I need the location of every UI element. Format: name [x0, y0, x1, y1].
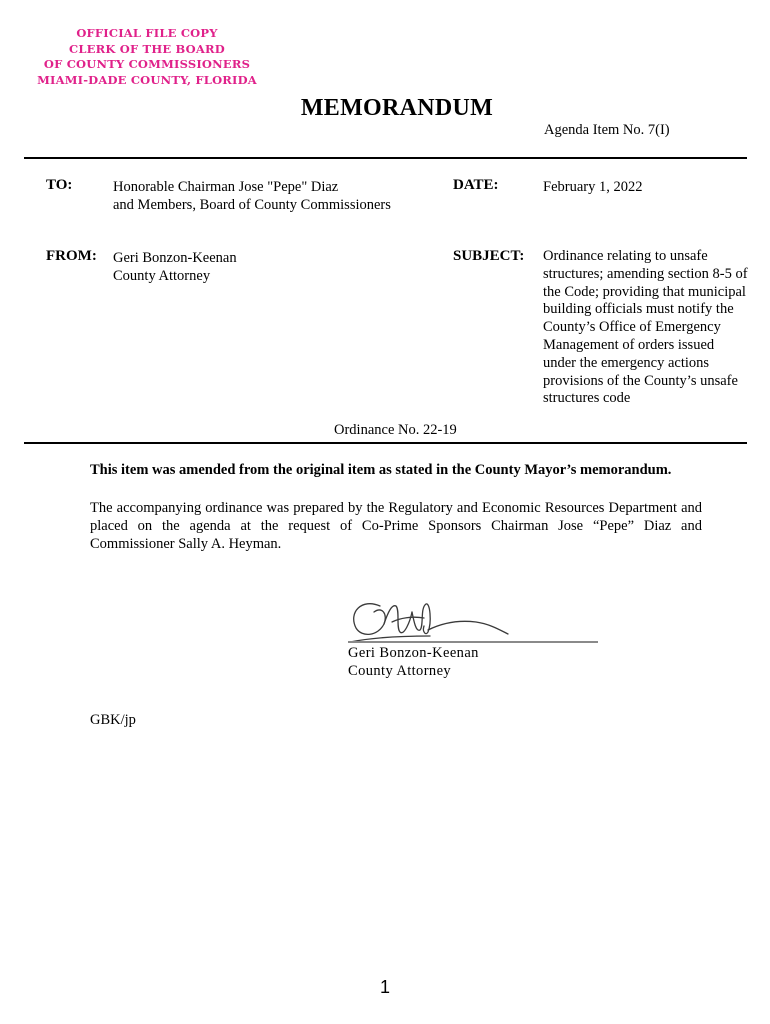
from-sender [113, 249, 237, 285]
ordinance-number: Ordinance No. 22-19 [334, 422, 457, 438]
stamp-line-4: MIAMI-DADE COUNTY, FLORIDA [37, 72, 257, 87]
typist-initials: GBK/jp [90, 712, 136, 728]
agenda-item-number: Agenda Item No. 7(I) [544, 122, 670, 138]
page-number: 1 [379, 977, 390, 997]
amended-note: This item was amended from the original item as stated in the County Mayor’s memorandum. [90, 462, 672, 478]
clerk-stamp [22, 26, 272, 88]
date-label: DATE: [453, 177, 499, 193]
stamp-line-1: OFFICIAL FILE COPY [76, 26, 218, 40]
to-line-1: Honorable Chairman Jose "Pepe" Diaz [113, 179, 339, 195]
subject-text: Ordinance relating to unsafe structures; amending section 8-5 of the Code; providing that municipal building officials must notify the County’s Office of Emergency Management of orders issued under the emergency actions provisions of the County’s unsafe structures code [543, 248, 748, 407]
bottom-divider [24, 442, 747, 444]
signature-block [348, 644, 479, 680]
subject-label: SUBJECT: [453, 248, 525, 264]
date-value: February 1, 2022 [543, 179, 643, 195]
from-line-1: Geri Bonzon-Keenan [113, 250, 237, 266]
body-paragraph: The accompanying ordinance was prepared by the Regulatory and Economic Resources Department and placed on the agenda at the request of Co-Prime Sponsors Chairman Jose “Pepe” Diaz and Commissioner Sally A. Heyman. [90, 500, 702, 552]
signatory-name: Geri Bonzon-Keenan [348, 645, 479, 661]
top-divider [24, 157, 747, 159]
from-line-2: County Attorney [113, 268, 211, 284]
stamp-line-2: CLERK OF THE BOARD [69, 41, 225, 56]
to-recipient [113, 178, 391, 214]
handwritten-signature [340, 592, 602, 648]
to-line-2: and Members, Board of County Commissioners [113, 197, 391, 213]
memo-title: MEMORANDUM [300, 95, 494, 121]
signatory-title: County Attorney [348, 663, 452, 679]
stamp-line-3: OF COUNTY COMMISSIONERS [43, 57, 251, 71]
to-label: TO: [46, 177, 73, 193]
from-label: FROM: [46, 248, 97, 264]
